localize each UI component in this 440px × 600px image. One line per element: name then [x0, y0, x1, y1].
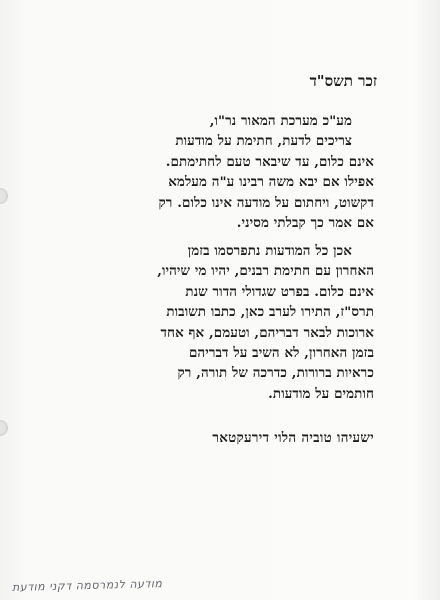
handwritten-note: מודעה לנמרסמה דקני מודעת	[11, 577, 163, 594]
paragraph-line: צריכים לדעת, חתימת על מודעות	[175, 133, 352, 150]
paragraph-line: אינם כלום, עד שיבאר טעם לחתימתם.	[165, 153, 374, 170]
paragraph-line: האחרון עם חתימת רבנים, יהיו מי שיהיו,	[157, 263, 374, 280]
paragraph-line: אכן כל המודעות נתפרסמו בזמן	[187, 243, 352, 259]
paragraph-1	[59, 111, 374, 233]
paragraph-line: אפילו אם יבא משה רבינו ע"ה מעלמא	[168, 174, 374, 191]
binder-hole	[0, 420, 8, 436]
signature: ישעיהו טוביה הלוי דירעקטאר	[212, 430, 374, 446]
letter-date: זכר תשס"ד	[309, 72, 377, 90]
paragraph-line: חותמים על מודעות.	[268, 385, 374, 402]
paragraph-line: דקשוט, ויחתום על מודעה אינו כלום. רק	[158, 194, 374, 211]
paragraph-line: תרס"ז, התירו לערב כאן, כתבו תשובות	[166, 304, 374, 321]
paragraph-line: מע"כ מערכת המאור נר"ו,	[209, 113, 352, 129]
binder-hole	[0, 188, 8, 204]
paragraph-2	[59, 241, 374, 404]
paragraph-line: בזמן האחרון, לא השיב על דבריהם	[188, 345, 374, 362]
paragraph-line: אינם כלום. בפרט שגדולי הדור שנת	[185, 283, 374, 300]
paragraph-line: אם אמר כך קבלתי מסיני.	[236, 215, 374, 232]
paragraph-line: ארוכות לבאר דבריהם, וטעמם, אף אחד	[160, 324, 374, 341]
paragraph-line: כראיות ברורות, כדרכה של תורה, רק	[177, 365, 374, 382]
